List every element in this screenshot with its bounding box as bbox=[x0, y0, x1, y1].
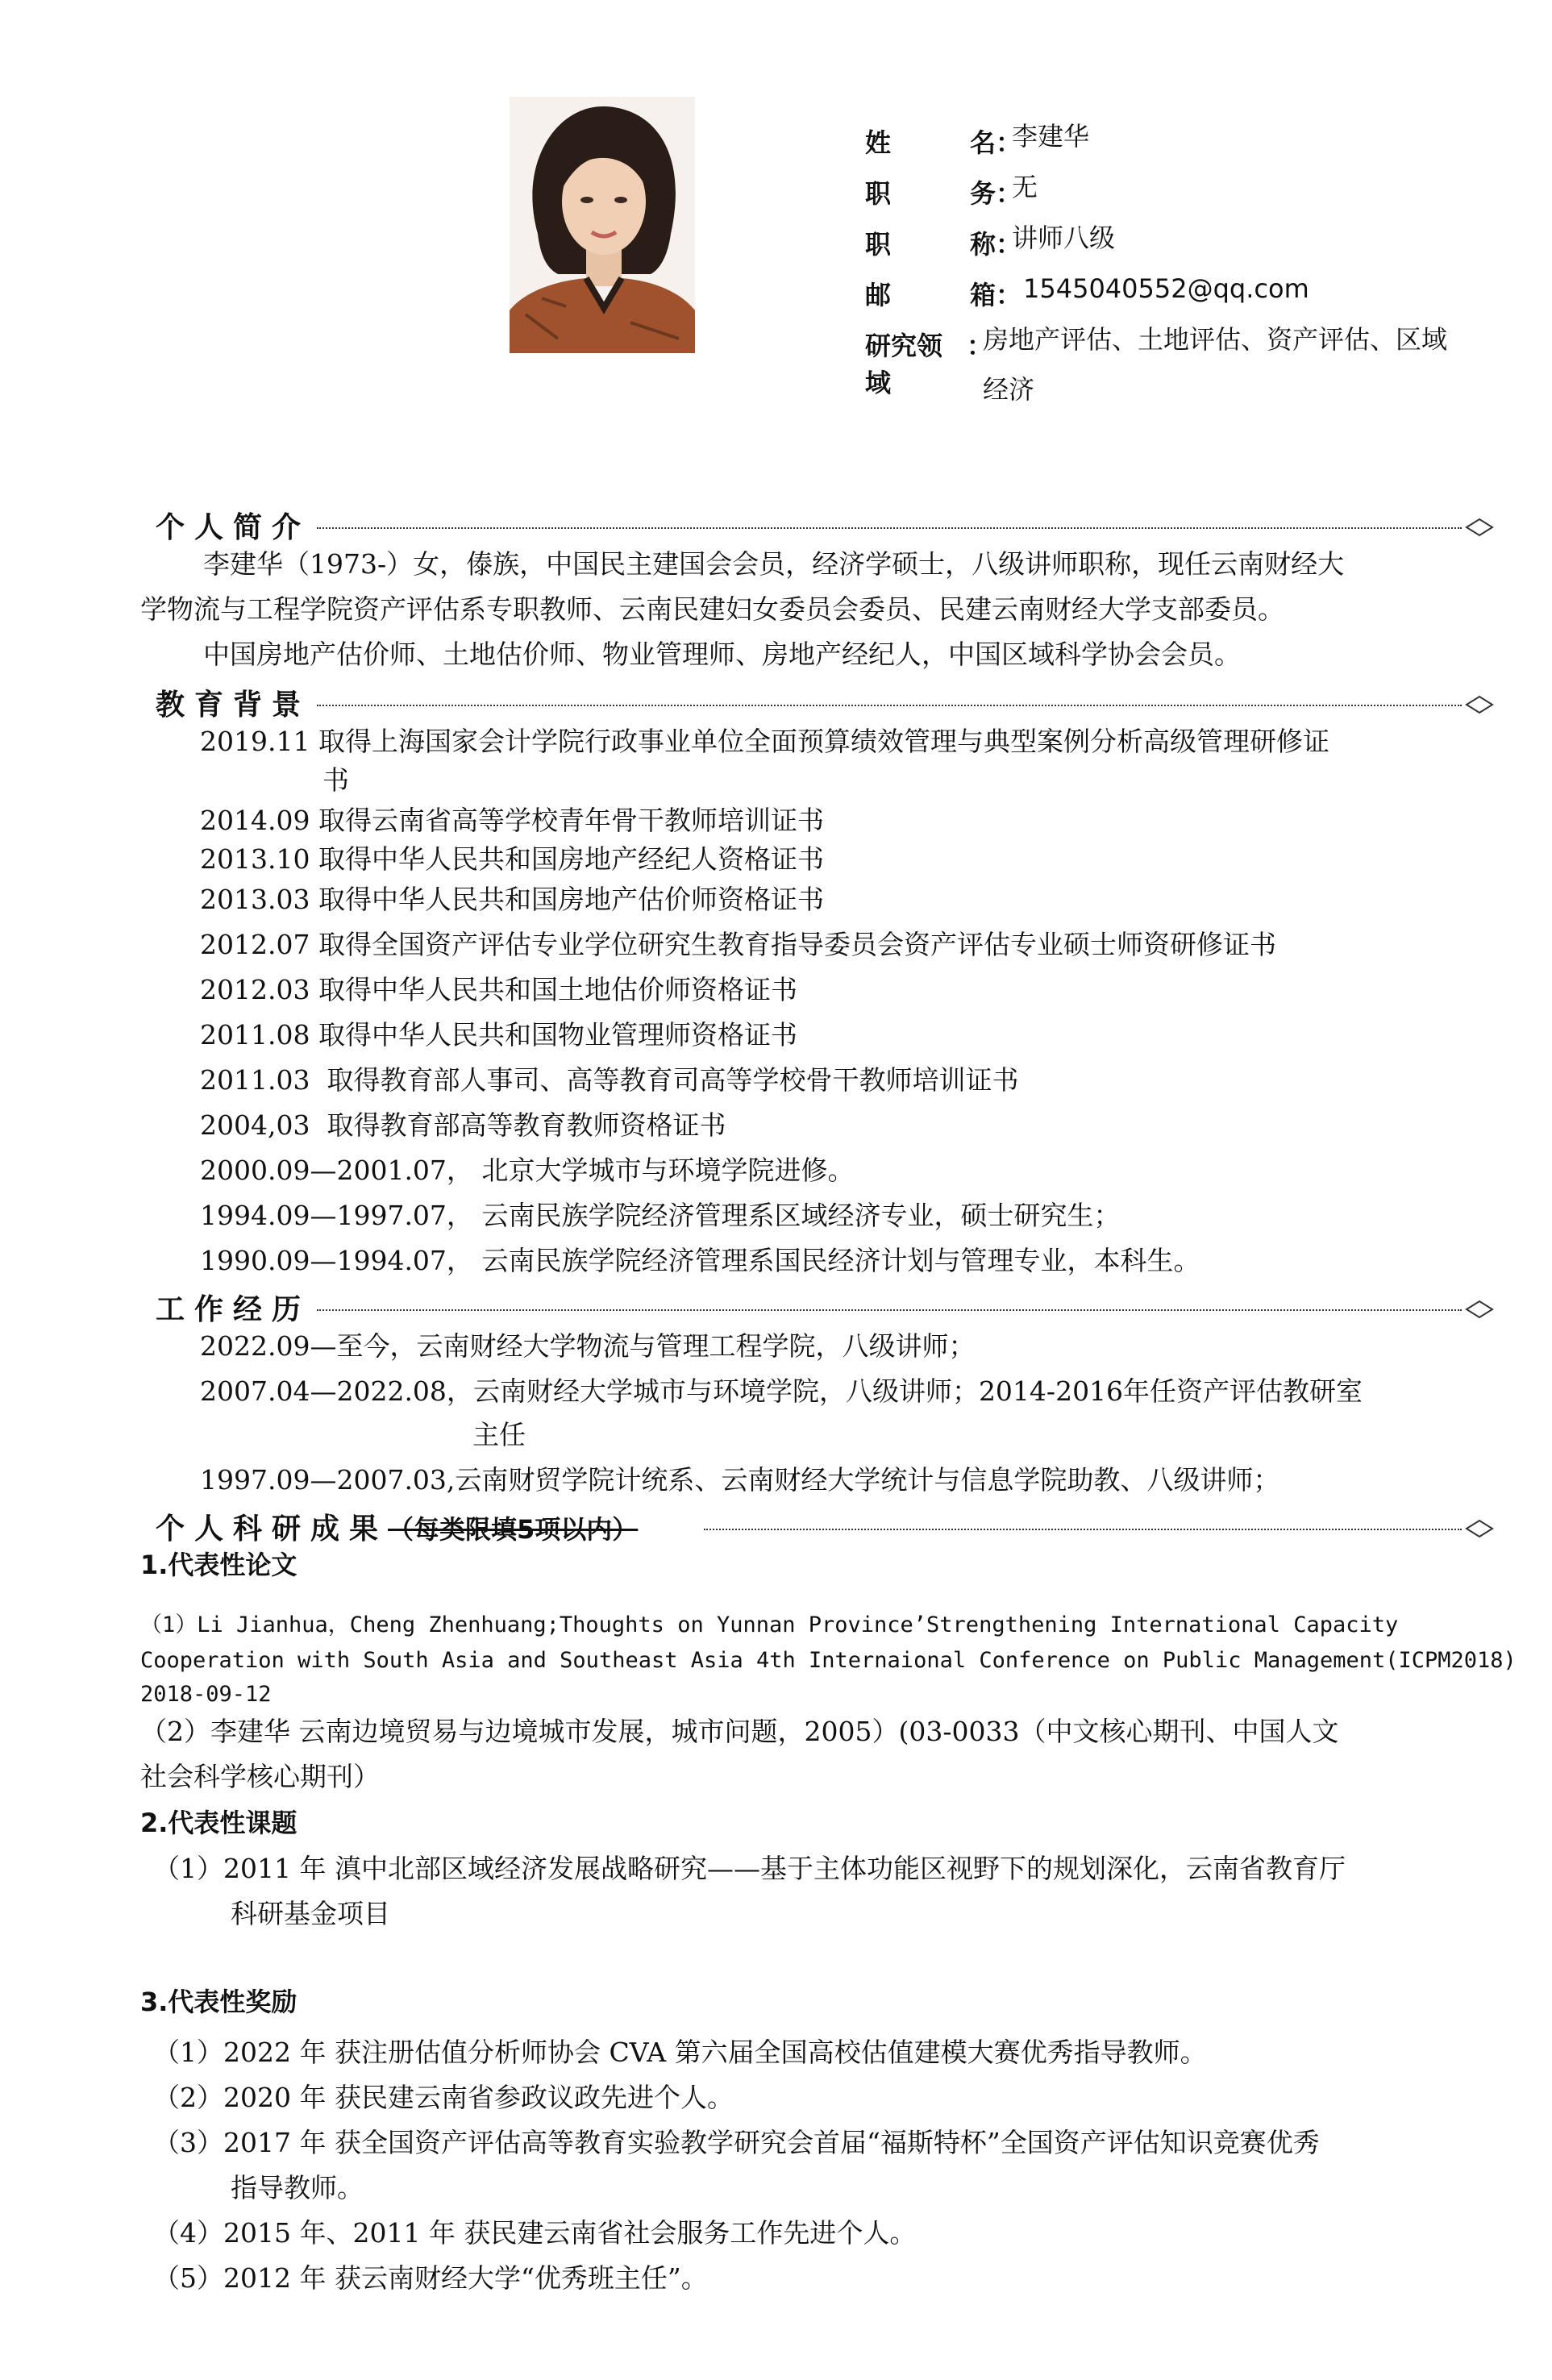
awards-heading: 3.代表性奖励 bbox=[140, 1987, 298, 2017]
diamond-icon bbox=[1465, 1517, 1494, 1540]
section-title: 教育背景 bbox=[156, 682, 314, 723]
list-item: 2004,03 取得教育部高等教育教师资格证书 bbox=[200, 1109, 726, 1141]
award-5: （5）2012 年 获云南财经大学“优秀班主任”。 bbox=[153, 2262, 708, 2294]
project-1-line-2: 科研基金项目 bbox=[231, 1898, 390, 1929]
award-2: （2）2020 年 获民建云南省参政议政先进个人。 bbox=[153, 2082, 734, 2113]
position-label: 职 务 bbox=[865, 178, 996, 209]
title-label: 职 称 bbox=[865, 229, 996, 260]
name-label: 姓 名 bbox=[865, 127, 996, 158]
diamond-icon bbox=[1465, 516, 1494, 539]
intro-line-3: 中国房地产估价师、土地估价师、物业管理师、房地产经纪人，中国区域科学协会会员。 bbox=[203, 639, 1241, 670]
section-work bbox=[156, 1287, 1494, 1324]
award-1: （1）2022 年 获注册估值分析师协会 CVA 第六届全国高校估值建模大赛优秀指导教师。 bbox=[153, 2037, 1207, 2068]
colon: ： bbox=[996, 178, 1022, 209]
profile-photo bbox=[510, 97, 695, 353]
section-title: 个人简介 bbox=[156, 505, 314, 546]
position-value: 无 bbox=[1012, 172, 1038, 202]
paper-1-line-1: （1）Li Jianhua，Cheng Zhenhuang;Thoughts on Yunnan Province’Strengthening International Capacity bbox=[140, 1612, 1399, 1637]
section-title: 工作经历 bbox=[156, 1287, 314, 1328]
diamond-icon bbox=[1465, 1298, 1494, 1321]
papers-heading: 1.代表性论文 bbox=[140, 1550, 298, 1580]
list-item: 2012.07 取得全国资产评估专业学位研究生教育指导委员会资产评估专业硕士师资研修证书 bbox=[200, 929, 1276, 960]
list-item: 2019.11 取得上海国家会计学院行政事业单位全面预算绩效管理与典型案例分析高级管理研修证 bbox=[200, 726, 1329, 757]
paper-2-line-1: （2）李建华 云南边境贸易与边境城市发展，城市问题，2005）(03-0033（中文核心期刊、中国人文 bbox=[140, 1716, 1339, 1747]
colon: ： bbox=[996, 127, 1022, 158]
colon: ： bbox=[996, 229, 1022, 260]
portrait-illustration bbox=[510, 97, 695, 353]
profile-info bbox=[865, 123, 1494, 414]
list-item: 2013.03 取得中华人民共和国房地产估价师资格证书 bbox=[200, 884, 824, 915]
list-item: 2007.04—2022.08，云南财经大学城市与环境学院，八级讲师；2014-2016年任资产评估教研室 bbox=[200, 1375, 1363, 1407]
list-item: 1990.09—1994.07， 云南民族学院经济管理系国民经济计划与管理专业，本科生。 bbox=[200, 1245, 1200, 1276]
award-3-line-2: 指导教师。 bbox=[231, 2172, 364, 2203]
intro-line-2: 学物流与工程学院资产评估系专职教师、云南民建妇女委员会委员、民建云南财经大学支部委员。 bbox=[140, 593, 1284, 625]
research-field-row bbox=[865, 326, 1494, 414]
section-title: 个人科研成果（每类限填5项以内） bbox=[156, 1506, 641, 1547]
intro-line-1: 李建华（1973-）女，傣族，中国民主建国会会员，经济学硕士，八级讲师职称，现任云南财经大 bbox=[203, 548, 1345, 580]
email-label: 邮 箱 bbox=[865, 280, 996, 310]
research-field-value: 房地产评估、土地评估、资产评估、区域 经济 bbox=[983, 324, 1448, 405]
award-4: （4）2015 年、2011 年 获民建云南省社会服务工作先进个人。 bbox=[153, 2217, 917, 2249]
name-value: 李建华 bbox=[1012, 121, 1090, 152]
research-field-label: 研究领域 bbox=[865, 331, 943, 398]
divider bbox=[317, 1309, 1462, 1311]
list-item: 2013.10 取得中华人民共和国房地产经纪人资格证书 bbox=[200, 843, 824, 875]
section-note: （每类限填5项以内） bbox=[388, 1514, 639, 1545]
section-research bbox=[156, 1506, 1494, 1546]
list-item: 2011.03 取得教育部人事司、高等教育司高等学校骨干教师培训证书 bbox=[200, 1064, 1019, 1096]
list-item: 2011.08 取得中华人民共和国物业管理师资格证书 bbox=[200, 1019, 797, 1051]
email-value: 1545040552@qq.com bbox=[1023, 273, 1309, 304]
section-education bbox=[156, 682, 1494, 722]
list-item-continued: 书 bbox=[322, 764, 349, 796]
diamond-icon bbox=[1465, 693, 1494, 716]
list-item: 2022.09—至今，云南财经大学物流与管理工程学院，八级讲师； bbox=[200, 1330, 976, 1362]
project-1-line-1: （1）2011 年 滇中北部区域经济发展战略研究——基于主体功能区视野下的规划深化，云南省教育厅 bbox=[153, 1853, 1346, 1884]
list-item: 2012.03 取得中华人民共和国土地估价师资格证书 bbox=[200, 974, 797, 1005]
list-item: 2014.09 取得云南省高等学校青年骨干教师培训证书 bbox=[200, 805, 824, 836]
title-value: 讲师八级 bbox=[1012, 223, 1116, 253]
paper-2-line-2: 社会科学核心期刊） bbox=[140, 1761, 380, 1792]
list-item-continued: 主任 bbox=[472, 1419, 526, 1450]
divider bbox=[704, 1529, 1462, 1530]
list-item: 1997.09—2007.03,云南财贸学院计统系、云南财经大学统计与信息学院助教、八级讲师； bbox=[200, 1464, 1280, 1496]
colon: ： bbox=[996, 280, 1022, 310]
divider bbox=[317, 705, 1462, 706]
projects-heading: 2.代表性课题 bbox=[140, 1808, 298, 1838]
section-intro bbox=[156, 505, 1494, 542]
award-3-line-1: （3）2017 年 获全国资产评估高等教育实验教学研究会首届“福斯特杯”全国资产评估知识竞赛优秀 bbox=[153, 2127, 1320, 2158]
colon: ： bbox=[967, 331, 993, 361]
paper-1-line-2: Cooperation with South Asia and Southeast Asia 4th Internaional Conference on Public Management(ICPM2018) bbox=[140, 1648, 1517, 1673]
list-item: 2000.09—2001.07， 北京大学城市与环境学院进修。 bbox=[200, 1155, 855, 1186]
list-item: 1994.09—1997.07， 云南民族学院经济管理系区域经济专业，硕士研究生； bbox=[200, 1200, 1121, 1231]
divider bbox=[317, 527, 1462, 529]
paper-1-line-3: 2018-09-12 bbox=[140, 1682, 272, 1707]
